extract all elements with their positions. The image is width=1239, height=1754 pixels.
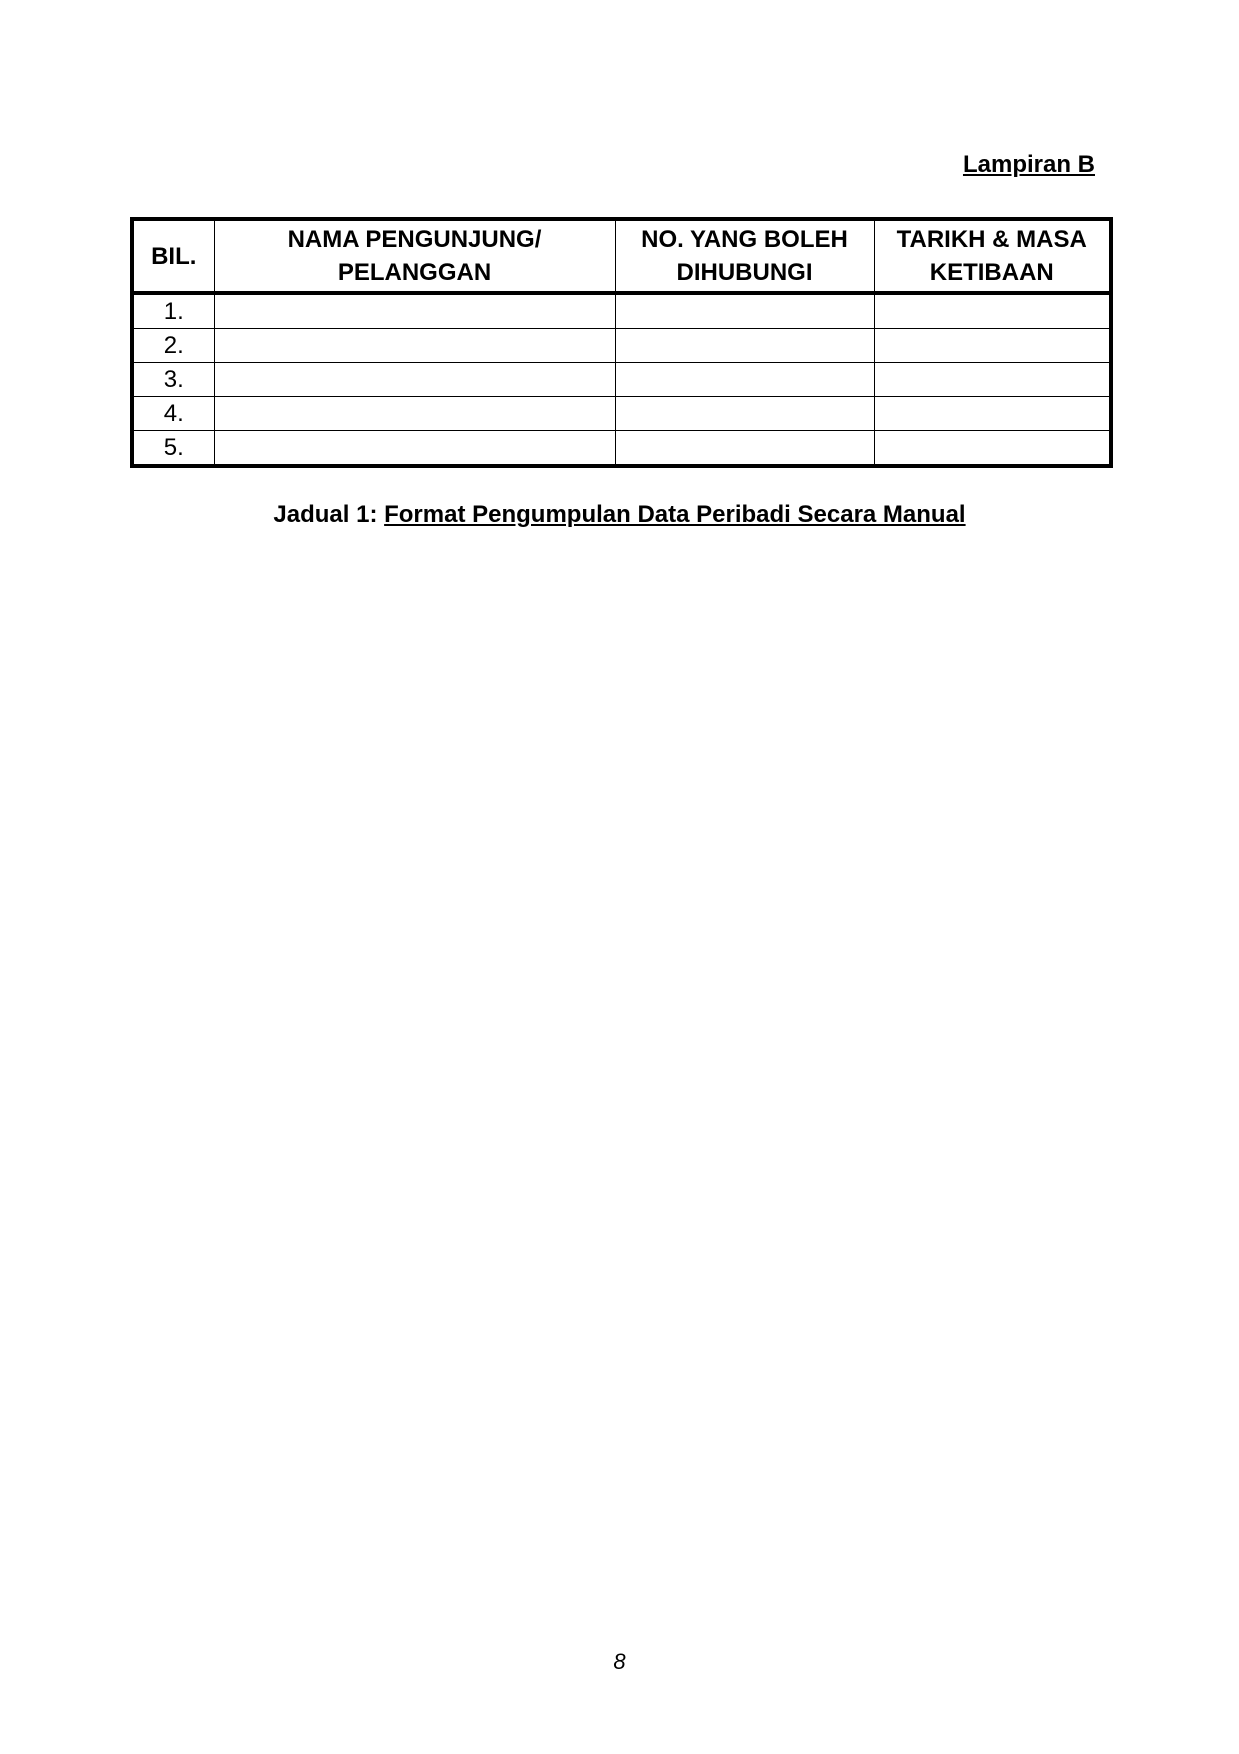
table-header-row (132, 219, 1111, 293)
contact-cell (615, 363, 874, 397)
column-header-arrival: TARIKH & MASA KETIBAAN (874, 219, 1111, 293)
contact-cell (615, 397, 874, 431)
contact-cell (615, 329, 874, 363)
arrival-cell (874, 363, 1111, 397)
arrival-cell (874, 431, 1111, 467)
column-header-contact: NO. YANG BOLEH DIHUBUNGI (615, 219, 874, 293)
table-row (132, 329, 1111, 363)
table-caption (0, 500, 1239, 530)
row-number-cell: 4. (132, 397, 214, 431)
name-cell (214, 293, 615, 329)
appendix-label: Lampiran B (962, 151, 1095, 178)
name-cell (214, 397, 615, 431)
contact-cell (615, 431, 874, 467)
table-row (132, 431, 1111, 467)
row-number-cell: 2. (132, 329, 214, 363)
table-row (132, 397, 1111, 431)
column-header-name: NAMA PENGUNJUNG/ PELANGGAN (214, 219, 615, 293)
row-number-cell: 1. (132, 293, 214, 329)
table-row (132, 293, 1111, 329)
table-row (132, 363, 1111, 397)
caption-prefix: Jadual 1: (273, 501, 385, 528)
arrival-cell (874, 293, 1111, 329)
row-number-cell: 5. (132, 431, 214, 467)
name-cell (214, 363, 615, 397)
column-header-bil: BIL. (132, 219, 214, 293)
name-cell (214, 431, 615, 467)
page-number: 8 (613, 1649, 626, 1674)
arrival-cell (874, 329, 1111, 363)
data-collection-table (130, 217, 1113, 468)
name-cell (214, 329, 615, 363)
row-number-cell: 3. (132, 363, 214, 397)
contact-cell (615, 293, 874, 329)
arrival-cell (874, 397, 1111, 431)
caption-title: Format Pengumpulan Data Peribadi Secara Manual (384, 501, 966, 528)
